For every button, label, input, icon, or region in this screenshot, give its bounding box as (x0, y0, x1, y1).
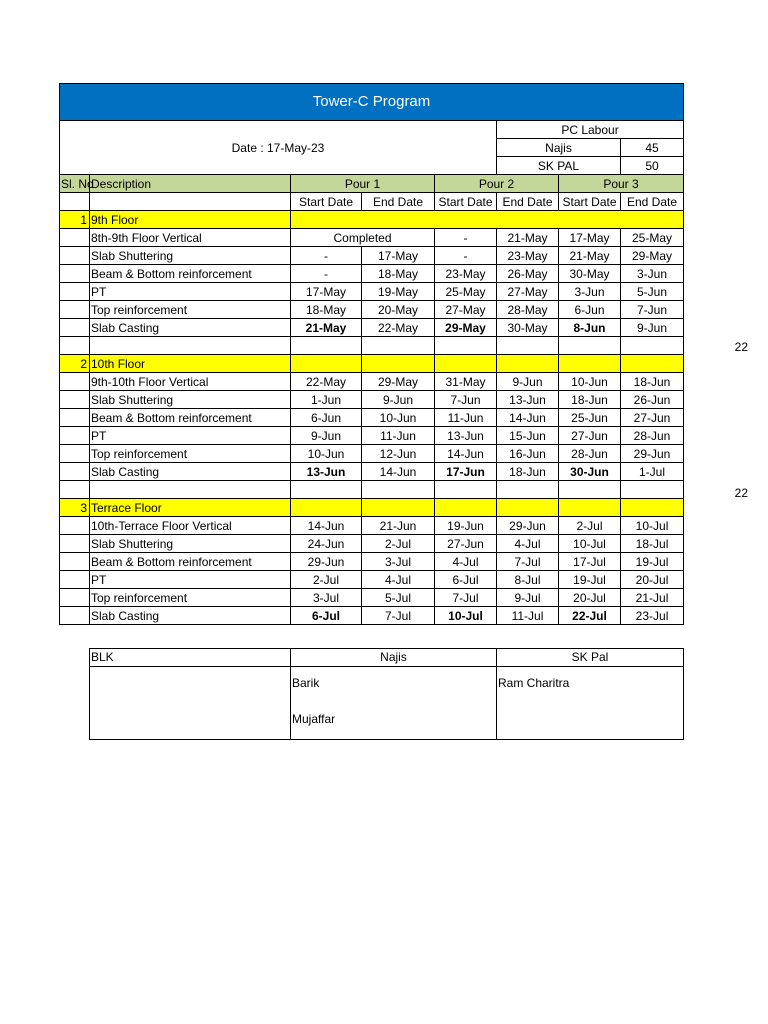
date-cell: - (291, 247, 362, 265)
activity-description: 8th-9th Floor Vertical (90, 229, 291, 247)
activity-description: Slab Casting (90, 463, 291, 481)
najis-names (291, 667, 497, 740)
table-row (60, 553, 684, 571)
end-date-header: End Date (497, 193, 559, 211)
pour-1-header: Pour 1 (291, 175, 435, 193)
completed-cell: Completed (291, 229, 435, 247)
date-cell: 1-Jun (291, 391, 362, 409)
date-cell: 29-May (435, 319, 497, 337)
date-cell: 27-May (497, 283, 559, 301)
date-cell: 18-May (362, 265, 435, 283)
labour-name-najis: Najis (497, 139, 621, 157)
date-cell: 14-Jun (497, 409, 559, 427)
description-header: Description (90, 175, 291, 193)
table-row (60, 589, 684, 607)
date-cell: 25-Jun (559, 409, 621, 427)
section-row (60, 211, 684, 229)
date-cell: 22-May (362, 319, 435, 337)
date-cell: 25-May (621, 229, 684, 247)
table-row (60, 535, 684, 553)
table-row (60, 607, 684, 625)
date-cell: 21-Jun (362, 517, 435, 535)
page-title: Tower-C Program (60, 84, 684, 121)
date-cell: 23-Jul (621, 607, 684, 625)
date-cell: 9-Jul (497, 589, 559, 607)
date-cell: 21-May (559, 247, 621, 265)
date-cell: 10-Jun (291, 445, 362, 463)
activity-description: Top reinforcement (90, 445, 291, 463)
table-row (60, 427, 684, 445)
activity-description: Top reinforcement (90, 589, 291, 607)
end-date-header: End Date (621, 193, 684, 211)
date-cell: 3-Jun (621, 265, 684, 283)
date-cell: 17-Jun (435, 463, 497, 481)
date-cell: 30-May (497, 319, 559, 337)
date-cell: 2-Jul (362, 535, 435, 553)
end-date-header: End Date (362, 193, 435, 211)
date-cell: 10-Jun (362, 409, 435, 427)
pour-2-header: Pour 2 (435, 175, 559, 193)
date-cell: 7-Jul (497, 553, 559, 571)
date-cell: 19-Jun (435, 517, 497, 535)
date-cell: 20-Jul (559, 589, 621, 607)
date-cell: 15-Jun (497, 427, 559, 445)
date-cell: 30-May (559, 265, 621, 283)
header-row (60, 175, 684, 193)
table-row (60, 517, 684, 535)
date-cell: 5-Jul (362, 589, 435, 607)
section-name: 9th Floor (90, 211, 291, 229)
date-label: Date : 17-May-23 (60, 121, 497, 175)
date-cell: 29-May (621, 247, 684, 265)
date-cell: 28-Jun (559, 445, 621, 463)
table-row (60, 265, 684, 283)
date-cell: 18-May (291, 301, 362, 319)
date-cell: 29-Jun (497, 517, 559, 535)
date-cell: 2-Jul (291, 571, 362, 589)
section-name: 10th Floor (90, 355, 291, 373)
section-number: 3 (60, 499, 90, 517)
date-cell: 26-Jun (621, 391, 684, 409)
table-row (60, 445, 684, 463)
date-cell: 9-Jun (621, 319, 684, 337)
labour-heading: PC Labour (497, 121, 684, 139)
activity-description: Slab Shuttering (90, 391, 291, 409)
section-name: Terrace Floor (90, 499, 291, 517)
activity-description: Beam & Bottom reinforcement (90, 553, 291, 571)
date-cell: 7-Jul (435, 589, 497, 607)
date-cell: 12-Jun (362, 445, 435, 463)
spacer-row (60, 337, 684, 355)
date-cell: 10-Jun (559, 373, 621, 391)
date-cell: - (435, 247, 497, 265)
date-cell: 26-May (497, 265, 559, 283)
activity-description: PT (90, 427, 291, 445)
table-row (60, 319, 684, 337)
date-cell: 28-May (497, 301, 559, 319)
date-cell: 28-Jun (621, 427, 684, 445)
section-number: 1 (60, 211, 90, 229)
date-cell: 19-Jul (559, 571, 621, 589)
activity-description: Slab Casting (90, 319, 291, 337)
date-cell: 10-Jul (559, 535, 621, 553)
date-cell: 18-Jul (621, 535, 684, 553)
skpal-heading: SK Pal (497, 649, 684, 667)
labour-name-skpal: SK PAL (497, 157, 621, 175)
sl-no-header: Sl. No (61, 176, 94, 191)
date-cell: 4-Jul (435, 553, 497, 571)
table-row (60, 391, 684, 409)
date-cell: 17-Jul (559, 553, 621, 571)
date-cell: 13-Jun (497, 391, 559, 409)
najis-heading: Najis (291, 649, 497, 667)
date-cell: 6-Jun (291, 409, 362, 427)
worker-name: Barik (292, 676, 320, 690)
program-table (59, 83, 684, 625)
section-row (60, 355, 684, 373)
activity-description: Slab Shuttering (90, 535, 291, 553)
date-cell: 29-Jun (621, 445, 684, 463)
date-cell: 11-Jul (497, 607, 559, 625)
date-cell: 18-Jun (497, 463, 559, 481)
date-cell: 18-Jun (559, 391, 621, 409)
blk-label: BLK (90, 649, 291, 667)
date-cell: 13-Jun (291, 463, 362, 481)
date-cell: 13-Jun (435, 427, 497, 445)
date-cell: 20-Jul (621, 571, 684, 589)
date-cell: 19-Jul (621, 553, 684, 571)
subheader-row (60, 193, 684, 211)
date-cell: 7-Jul (362, 607, 435, 625)
date-cell: 4-Jul (362, 571, 435, 589)
activity-description: 10th-Terrace Floor Vertical (90, 517, 291, 535)
date-cell: 8-Jun (559, 319, 621, 337)
date-cell: - (435, 229, 497, 247)
date-cell: 17-May (362, 247, 435, 265)
date-cell: 7-Jun (435, 391, 497, 409)
date-cell: 17-May (559, 229, 621, 247)
activity-description: Beam & Bottom reinforcement (90, 409, 291, 427)
date-cell: 27-Jun (621, 409, 684, 427)
date-cell: 29-May (362, 373, 435, 391)
activity-description: 9th-10th Floor Vertical (90, 373, 291, 391)
activity-description: Top reinforcement (90, 301, 291, 319)
start-date-header: Start Date (559, 193, 621, 211)
date-cell: 17-May (291, 283, 362, 301)
date-cell: 27-May (435, 301, 497, 319)
side-number: 22 (734, 486, 748, 500)
date-cell: 19-May (362, 283, 435, 301)
date-cell: 23-May (497, 247, 559, 265)
start-date-header: Start Date (291, 193, 362, 211)
date-cell: 3-Jul (362, 553, 435, 571)
date-cell: 16-Jun (497, 445, 559, 463)
table-row (60, 409, 684, 427)
date-cell: 8-Jul (497, 571, 559, 589)
date-cell: 9-Jun (291, 427, 362, 445)
date-cell: 1-Jul (621, 463, 684, 481)
date-cell: 10-Jul (435, 607, 497, 625)
date-cell: - (291, 265, 362, 283)
table-row (60, 229, 684, 247)
date-cell: 14-Jun (435, 445, 497, 463)
date-cell: 23-May (435, 265, 497, 283)
table-row (60, 247, 684, 265)
date-cell: 9-Jun (497, 373, 559, 391)
date-cell: 30-Jun (559, 463, 621, 481)
date-cell: 2-Jul (559, 517, 621, 535)
date-cell: 6-Jul (435, 571, 497, 589)
date-cell: 29-Jun (291, 553, 362, 571)
activity-description: PT (90, 571, 291, 589)
date-cell: 11-Jun (435, 409, 497, 427)
worker-name: Mujaffar (292, 712, 336, 726)
activity-description: Slab Casting (90, 607, 291, 625)
spacer-row (60, 481, 684, 499)
pour-3-header: Pour 3 (559, 175, 684, 193)
date-cell: 9-Jun (362, 391, 435, 409)
activity-description: Beam & Bottom reinforcement (90, 265, 291, 283)
date-cell: 14-Jun (362, 463, 435, 481)
start-date-header: Start Date (435, 193, 497, 211)
date-cell: 6-Jun (559, 301, 621, 319)
date-cell: 24-Jun (291, 535, 362, 553)
date-cell: 4-Jul (497, 535, 559, 553)
date-cell: 27-Jun (559, 427, 621, 445)
date-cell: 14-Jun (291, 517, 362, 535)
labour-count-skpal: 50 (621, 157, 684, 175)
date-cell: 25-May (435, 283, 497, 301)
activity-description: Slab Shuttering (90, 247, 291, 265)
table-row (60, 373, 684, 391)
date-cell: 3-Jul (291, 589, 362, 607)
activity-description: PT (90, 283, 291, 301)
date-cell: 11-Jun (362, 427, 435, 445)
date-cell: 31-May (435, 373, 497, 391)
date-cell: 22-Jul (559, 607, 621, 625)
table-row (60, 301, 684, 319)
date-cell: 3-Jun (559, 283, 621, 301)
table-row (60, 463, 684, 481)
date-cell: 5-Jun (621, 283, 684, 301)
blk-table (89, 648, 684, 740)
date-cell: 20-May (362, 301, 435, 319)
date-cell: 7-Jun (621, 301, 684, 319)
date-cell: 27-Jun (435, 535, 497, 553)
date-cell: 21-May (291, 319, 362, 337)
worker-name: Ram Charitra (498, 676, 570, 690)
labour-count-najis: 45 (621, 139, 684, 157)
date-cell: 18-Jun (621, 373, 684, 391)
section-row (60, 499, 684, 517)
date-cell: 21-Jul (621, 589, 684, 607)
side-number: 22 (734, 340, 748, 354)
section-number: 2 (60, 355, 90, 373)
table-row (60, 571, 684, 589)
date-cell: 22-May (291, 373, 362, 391)
date-cell: 10-Jul (621, 517, 684, 535)
table-row (60, 283, 684, 301)
skpal-names (497, 667, 684, 740)
date-cell: 6-Jul (291, 607, 362, 625)
date-cell: 21-May (497, 229, 559, 247)
